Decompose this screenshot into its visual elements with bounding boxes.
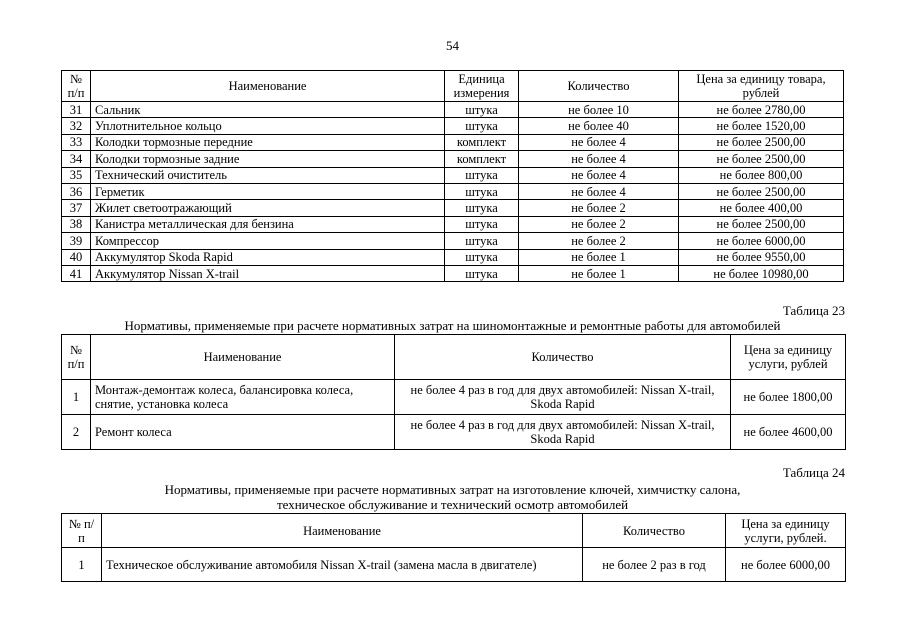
header-price: Цена за единицу товара, рублей: [679, 71, 844, 102]
row-num: 2: [62, 415, 91, 450]
row-num: 1: [62, 380, 91, 415]
row-price: не более 10980,00: [679, 265, 844, 281]
table-row: [62, 134, 844, 150]
row-num: 36: [62, 183, 91, 199]
row-unit: штука: [445, 167, 519, 183]
goods-table: [61, 70, 844, 282]
header-name: Наименование: [91, 71, 445, 102]
row-num: 35: [62, 167, 91, 183]
table-24-label: Таблица 24: [782, 465, 845, 480]
row-price: не более 9550,00: [679, 249, 844, 265]
row-name: Уплотнительное кольцо: [91, 118, 445, 134]
row-price: не более 2780,00: [679, 102, 844, 118]
row-name: Герметик: [91, 183, 445, 199]
header-price: Цена за единицу услуги, рублей: [731, 335, 846, 380]
row-unit: штука: [445, 118, 519, 134]
header-num: № п/п: [62, 335, 91, 380]
header-qty: Количество: [395, 335, 731, 380]
row-price: не более 1520,00: [679, 118, 844, 134]
row-unit: штука: [445, 233, 519, 249]
table-row: [62, 216, 844, 232]
row-qty: не более 4: [519, 151, 679, 167]
row-qty: не более 2: [519, 200, 679, 216]
header-price: Цена за единицу услуги, рублей.: [726, 514, 846, 548]
table-24-title-line1: Нормативы, применяемые при расчете нормативных затрат на изготовление ключей, химчистку салона,: [164, 482, 741, 497]
row-name: Аккумулятор Nissan X-trail: [91, 265, 445, 281]
table-header-row: [62, 335, 846, 380]
header-num: № п/п: [62, 514, 102, 548]
table-header-row: [62, 514, 846, 548]
table-row: [62, 249, 844, 265]
table-row: [62, 548, 846, 582]
row-qty: не более 2 раз в год: [583, 548, 726, 582]
row-qty: не более 2: [519, 216, 679, 232]
row-unit: комплект: [445, 134, 519, 150]
row-name: Колодки тормозные задние: [91, 151, 445, 167]
row-price: не более 1800,00: [731, 380, 846, 415]
row-name: Монтаж-демонтаж колеса, балансировка колеса, снятие, установка колеса: [91, 380, 395, 415]
row-num: 39: [62, 233, 91, 249]
row-qty: не более 2: [519, 233, 679, 249]
row-price: не более 2500,00: [679, 134, 844, 150]
table-row: [62, 380, 846, 415]
row-qty: не более 4: [519, 183, 679, 199]
row-num: 31: [62, 102, 91, 118]
row-unit: комплект: [445, 151, 519, 167]
header-qty: Количество: [583, 514, 726, 548]
row-name: Техническое обслуживание автомобиля Nissan X-trail (замена масла в двигателе): [102, 548, 583, 582]
row-num: 41: [62, 265, 91, 281]
table-row: [62, 102, 844, 118]
page-number: 54: [446, 38, 459, 53]
row-unit: штука: [445, 200, 519, 216]
table-23-title: Нормативы, применяемые при расчете нормативных затрат на шиномонтажные и ремонтные работы для автомобилей: [124, 318, 781, 333]
row-unit: штука: [445, 216, 519, 232]
table-row: [62, 167, 844, 183]
header-qty: Количество: [519, 71, 679, 102]
table-row: [62, 200, 844, 216]
row-name: Аккумулятор Skoda Rapid: [91, 249, 445, 265]
row-price: не более 4600,00: [731, 415, 846, 450]
row-price: не более 2500,00: [679, 151, 844, 167]
row-unit: штука: [445, 183, 519, 199]
table-row: [62, 415, 846, 450]
row-num: 34: [62, 151, 91, 167]
row-name: Компрессор: [91, 233, 445, 249]
row-price: не более 2500,00: [679, 183, 844, 199]
row-qty: не более 1: [519, 265, 679, 281]
row-price: не более 400,00: [679, 200, 844, 216]
row-num: 32: [62, 118, 91, 134]
row-qty: не более 40: [519, 118, 679, 134]
row-price: не более 6000,00: [679, 233, 844, 249]
tire-services-table: [61, 334, 846, 450]
row-num: 38: [62, 216, 91, 232]
table-row: [62, 265, 844, 281]
row-num: 40: [62, 249, 91, 265]
row-qty: не более 10: [519, 102, 679, 118]
row-price: не более 2500,00: [679, 216, 844, 232]
row-name: Технический очиститель: [91, 167, 445, 183]
maintenance-table: [61, 513, 846, 582]
row-qty: не более 1: [519, 249, 679, 265]
row-unit: штука: [445, 265, 519, 281]
row-qty: не более 4: [519, 167, 679, 183]
row-unit: штука: [445, 102, 519, 118]
row-name: Колодки тормозные передние: [91, 134, 445, 150]
table-23-label: Таблица 23: [782, 303, 845, 318]
row-qty: не более 4 раз в год для двух автомобилей: Nissan X-trail, Skoda Rapid: [395, 415, 731, 450]
header-num: № п/п: [62, 71, 91, 102]
row-qty: не более 4 раз в год для двух автомобилей: Nissan X-trail, Skoda Rapid: [395, 380, 731, 415]
table-header-row: [62, 71, 844, 102]
row-price: не более 6000,00: [726, 548, 846, 582]
row-num: 33: [62, 134, 91, 150]
row-price: не более 800,00: [679, 167, 844, 183]
table-row: [62, 183, 844, 199]
header-unit: Единица измерения: [445, 71, 519, 102]
row-unit: штука: [445, 249, 519, 265]
table-row: [62, 233, 844, 249]
table-24-title-line2: техническое обслуживание и технический осмотр автомобилей: [276, 497, 629, 512]
row-name: Сальник: [91, 102, 445, 118]
table-row: [62, 118, 844, 134]
table-row: [62, 151, 844, 167]
row-qty: не более 4: [519, 134, 679, 150]
row-name: Жилет светоотражающий: [91, 200, 445, 216]
header-name: Наименование: [102, 514, 583, 548]
header-name: Наименование: [91, 335, 395, 380]
row-num: 1: [62, 548, 102, 582]
row-name: Ремонт колеса: [91, 415, 395, 450]
row-num: 37: [62, 200, 91, 216]
row-name: Канистра металлическая для бензина: [91, 216, 445, 232]
